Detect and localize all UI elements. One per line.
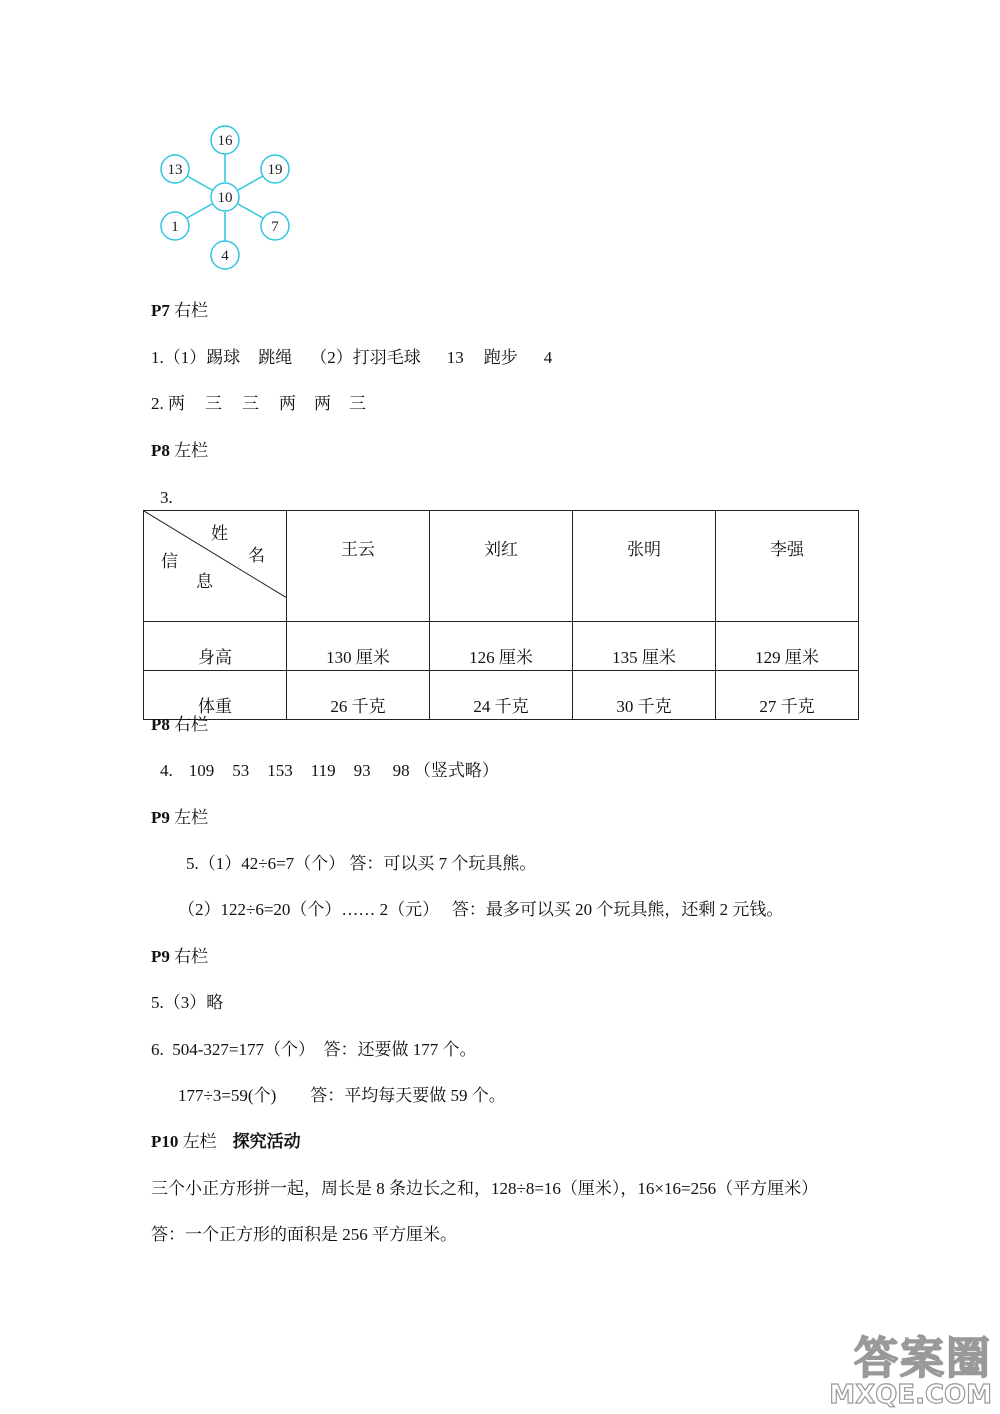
outer-number-upper-left: 13 — [167, 162, 183, 178]
answer-p9-q6-2: 177÷3=59(个) 答：平均每天要做 59 个。 — [178, 1086, 506, 1105]
answer-p10-line2: 答：一个正方形的面积是 256 平方厘米。 — [151, 1225, 457, 1244]
answer-p8-q4: 4. 109 53 153 119 93 98 （竖式略） — [160, 761, 499, 780]
spoke-upper-left — [187, 176, 212, 190]
section-heading-p9-left: P9 左栏 — [151, 808, 209, 827]
watermark-logo: 答案圈 — [854, 1333, 992, 1384]
answer-p10-line1: 三个小正方形拼一起，周长是 8 条边长之和，128÷8=16（厘米），16×16=256（平方厘米） — [151, 1179, 819, 1198]
section-heading-p10-left: P10 左栏 探究活动 — [151, 1132, 301, 1151]
section-heading-p8-left: P8 左栏 — [151, 441, 209, 460]
answer-p9-q5-3: 5.（3）略 — [151, 993, 224, 1012]
outer-number-upper-right: 19 — [267, 162, 283, 178]
section-heading-p8-right: P8 右栏 — [151, 715, 209, 734]
table-cell: 130 厘米 — [287, 622, 430, 671]
corner-label-bottom: 息 — [196, 572, 213, 591]
outer-number-bottom: 4 — [221, 248, 229, 264]
answer-p9-q6-1: 6. 504-327=177（个） 答：还要做 177 个。 — [151, 1040, 477, 1059]
answer-p9-q5-2: （2）122÷6=20（个）…… 2（元） 答：最多可以买 20 个玩具熊，还剩 2 元钱。 — [178, 900, 784, 919]
section-heading-p7-right: P7 右栏 — [151, 301, 209, 320]
diagonal-header-cell — [144, 511, 287, 622]
answer-p9-q5-1: 5.（1）42÷6=7（个） 答：可以买 7 个玩具熊。 — [186, 854, 537, 873]
table-cell: 135 厘米 — [573, 622, 716, 671]
site-watermark — [829, 1322, 992, 1410]
name-header: 刘红 — [430, 511, 573, 622]
name-header: 李强 — [716, 511, 859, 622]
section-heading-p9-right: P9 右栏 — [151, 947, 209, 966]
row-label: 体重 — [144, 671, 287, 720]
corner-label-right: 名 — [248, 546, 265, 565]
answer-p7-q2: 2. 两 三 三 两 两 三 — [151, 394, 366, 413]
corner-label-top: 姓 — [211, 524, 228, 543]
table-cell: 30 千克 — [573, 671, 716, 720]
student-info-table — [143, 510, 859, 720]
question-3-label: 3. — [160, 488, 173, 507]
spoke-lower-left — [187, 204, 212, 218]
corner-label-left: 信 — [161, 552, 178, 571]
name-header: 张明 — [573, 511, 716, 622]
name-header: 王云 — [287, 511, 430, 622]
answer-p7-q1: 1.（1）踢球 跳绳 （2）打羽毛球 13 跑步 4 — [151, 348, 553, 367]
table-cell: 126 厘米 — [430, 622, 573, 671]
table-row-weight — [144, 671, 859, 720]
outer-number-lower-left: 1 — [171, 219, 179, 235]
row-label: 身高 — [144, 622, 287, 671]
outer-number-lower-right: 7 — [271, 219, 279, 235]
table-cell: 129 厘米 — [716, 622, 859, 671]
outer-number-top: 16 — [217, 133, 233, 149]
watermark-url: MXQE.COM — [829, 1380, 992, 1410]
center-number: 10 — [217, 190, 233, 206]
spoke-lower-right — [238, 204, 263, 218]
table-cell: 27 千克 — [716, 671, 859, 720]
table-cell: 26 千克 — [287, 671, 430, 720]
table-header-row — [144, 511, 859, 622]
table-row-height — [144, 622, 859, 671]
table-cell: 24 千克 — [430, 671, 573, 720]
number-star-diagram — [150, 120, 310, 280]
spoke-upper-right — [238, 176, 263, 190]
